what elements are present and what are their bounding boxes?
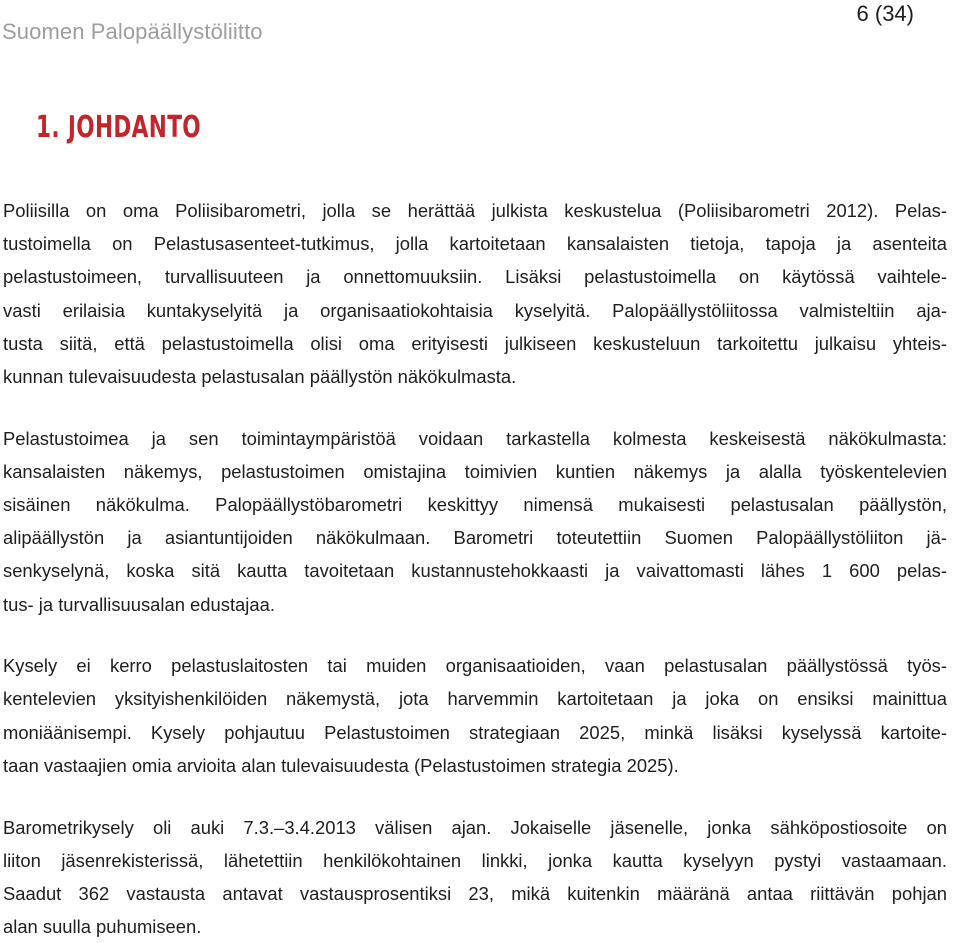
text-line: vasti erilaisia kuntakyselyitä ja organisaatiokohtaisia kyselyitä. Palopäällystöliitossa valmisteltiin aja-	[3, 294, 947, 327]
paragraph	[3, 811, 947, 943]
text-line: kansalaisten näkemys, pelastustoimen omistajina toimivien kuntien näkemys ja alalla työskentelevien	[3, 455, 947, 488]
paragraph	[3, 194, 947, 393]
paragraph-spacer	[3, 782, 947, 811]
paragraph-spacer	[3, 393, 947, 422]
text-line: tusta siitä, että pelastustoimella olisi oma erityisesti julkiseen keskusteluun tarkoitettu julkaisu yhteis-	[3, 327, 947, 360]
organization-name: Suomen Palopäällystöliitto	[2, 19, 263, 45]
text-line: sisäinen näkökulma. Palopäällystöbarometri keskittyy nimensä mukaisesti pelastusalan päällystön,	[3, 488, 947, 521]
page-number: 6 (34)	[857, 1, 914, 27]
text-line: Pelastustoimea ja sen toimintaympäristöä voidaan tarkastella kolmesta keskeisestä näkökulmasta:	[3, 422, 947, 455]
paragraph	[3, 422, 947, 621]
text-line: Saadut 362 vastausta antavat vastausprosentiksi 23, mikä kuitenkin määränä antaa riittävän pohjan	[3, 877, 947, 910]
section-title: 1. JOHDANTO	[36, 110, 201, 145]
text-line: alipäällystön ja asiantuntijoiden näkökulmaan. Barometri toteutettiin Suomen Palopäällystöliiton jä-	[3, 521, 947, 554]
text-line: taan vastaajien omia arvioita alan tulevaisuudesta (Pelastustoimen strategia 2025).	[3, 749, 947, 782]
text-line: Barometrikysely oli auki 7.3.–3.4.2013 välisen ajan. Jokaiselle jäsenelle, jonka sähköpostiosoite on	[3, 811, 947, 844]
text-line: moniäänisempi. Kysely pohjautuu Pelastustoimen strategiaan 2025, minkä lisäksi kyselyssä kartoite-	[3, 716, 947, 749]
text-line: tustoimella on Pelastusasenteet-tutkimus, jolla kartoitetaan kansalaisten tietoja, tapoja ja asenteita	[3, 227, 947, 260]
text-line: Kysely ei kerro pelastuslaitosten tai muiden organisaatioiden, vaan pelastusalan päällystössä työs-	[3, 649, 947, 682]
paragraph	[3, 649, 947, 782]
text-line: alan suulla puhumiseen.	[3, 910, 947, 943]
paragraph-spacer	[3, 621, 947, 650]
text-line: tus- ja turvallisuusalan edustajaa.	[3, 588, 947, 621]
body-text	[3, 194, 947, 943]
text-line: kentelevien yksityishenkilöiden näkemystä, jota harvemmin kartoitetaan ja joka on ensiksi mainittua	[3, 682, 947, 715]
text-line: senkyselynä, koska sitä kautta tavoitetaan kustannustehokkaasti ja vaivattomasti lähes 1 600 pelas-	[3, 554, 947, 587]
text-line: liiton jäsenrekisterissä, lähetettiin henkilökohtainen linkki, jonka kautta kyselyyn pystyi vastaamaan.	[3, 844, 947, 877]
text-line: kunnan tulevaisuudesta pelastusalan päällystön näkökulmasta.	[3, 360, 947, 393]
text-line: Poliisilla on oma Poliisibarometri, jolla se herättää julkista keskustelua (Poliisibarometri 2012). Pelas-	[3, 194, 947, 227]
text-line: pelastustoimeen, turvallisuuteen ja onnettomuuksiin. Lisäksi pelastustoimella on käytössä vaihtele-	[3, 260, 947, 293]
